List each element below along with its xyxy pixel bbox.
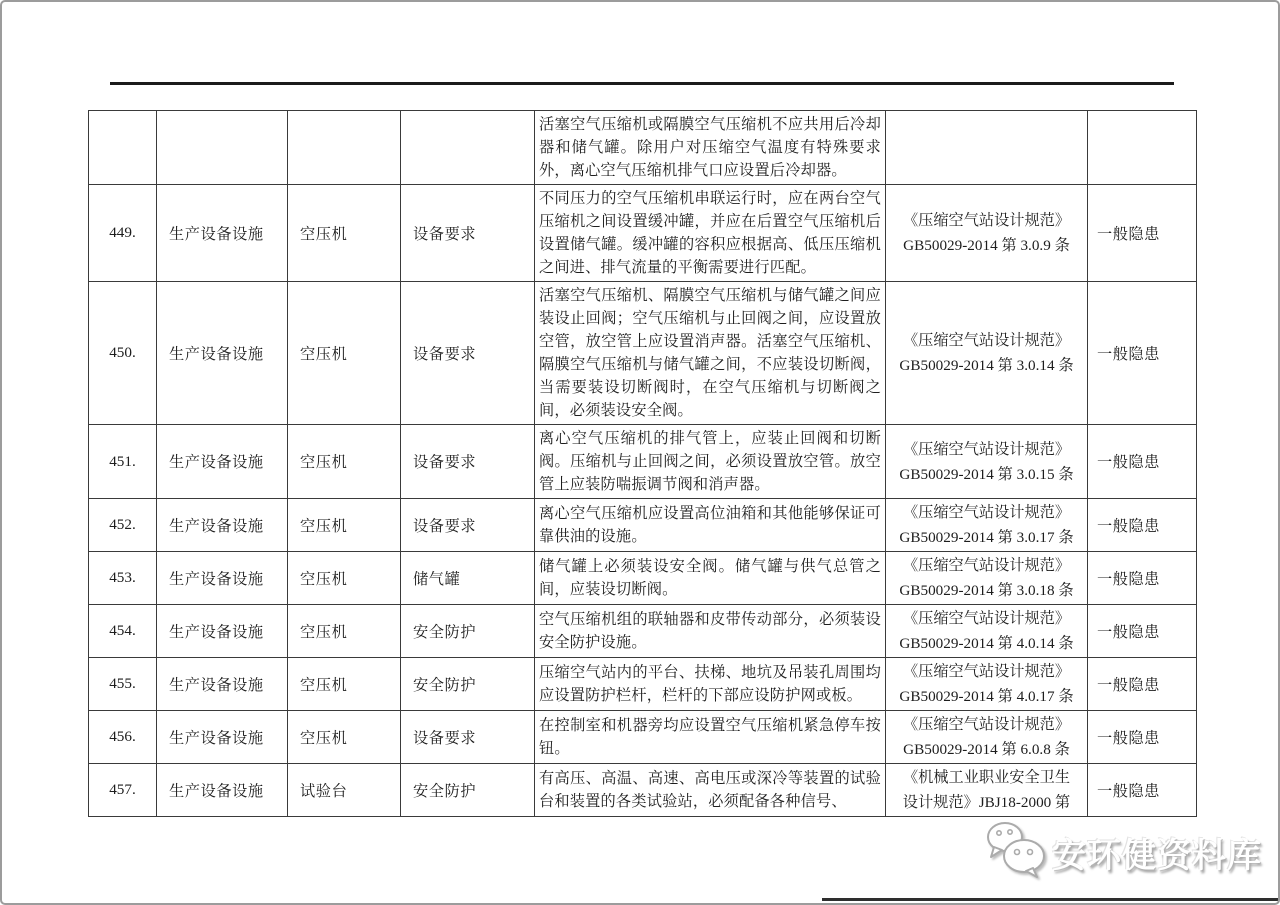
table-row [89,711,1197,764]
watermark-underline [822,898,1278,901]
hazard-level [1088,111,1197,185]
category-level2: 空压机 [288,499,401,552]
category-level1: 生产设备设施 [157,658,288,711]
table-row [89,499,1197,552]
hazard-level: 一般隐患 [1088,711,1197,764]
reference-line2: GB50029-2014 第 6.0.8 条 [903,741,1070,758]
table-row [89,425,1197,499]
reference-line1: 《压缩空气站设计规范》 [902,663,1071,680]
category-level1: 生产设备设施 [157,425,288,499]
hazard-level: 一般隐患 [1088,282,1197,425]
reference-standard [886,111,1088,185]
reference-line1: 《压缩空气站设计规范》 [902,716,1071,733]
reference-standard [886,499,1088,552]
hazard-description: 压缩空气站内的平台、扶梯、地坑及吊装孔周围均应设置防护栏杆，栏杆的下部应设防护网或板。 [535,658,886,711]
row-number: 449. [89,185,157,282]
wechat-icon [984,820,1046,878]
category-level1: 生产设备设施 [157,185,288,282]
category-level1 [157,111,288,185]
reference-line2: GB50029-2014 第 3.0.17 条 [899,529,1074,546]
category-level3: 设备要求 [401,185,535,282]
category-level1: 生产设备设施 [157,499,288,552]
row-number: 455. [89,658,157,711]
watermark-text: 安环健资料库 [1052,836,1262,875]
reference-standard [886,711,1088,764]
category-level2: 空压机 [288,282,401,425]
hazard-level: 一般隐患 [1088,605,1197,658]
reference-line1: 《压缩空气站设计规范》 [902,332,1071,349]
category-level2: 空压机 [288,552,401,605]
category-level1: 生产设备设施 [157,764,288,817]
hazard-description: 储气罐上必须装设安全阀。储气罐与供气总管之间，应装设切断阀。 [535,552,886,605]
reference-line2: GB50029-2014 第 4.0.14 条 [899,635,1074,652]
row-number: 452. [89,499,157,552]
hazard-level: 一般隐患 [1088,764,1197,817]
category-level3: 设备要求 [401,499,535,552]
category-level2: 空压机 [288,185,401,282]
hazard-description: 有高压、高温、高速、高电压或深冷等装置的试验台和装置的各类试验站，必须配备各种信号、 [535,764,886,817]
reference-standard [886,425,1088,499]
header-rule [110,82,1174,85]
table-body [89,111,1197,817]
row-number [89,111,157,185]
hazard-description: 在控制室和机器旁均应设置空气压缩机紧急停车按钮。 [535,711,886,764]
reference-line1: 《压缩空气站设计规范》 [902,557,1071,574]
category-level1: 生产设备设施 [157,282,288,425]
category-level3: 安全防护 [401,764,535,817]
reference-standard [886,658,1088,711]
reference-line2: GB50029-2014 第 3.0.15 条 [899,465,1074,483]
hazard-level: 一般隐患 [1088,552,1197,605]
reference-line1: 《压缩空气站设计规范》 [902,212,1071,229]
table-row [89,658,1197,711]
reference-standard [886,282,1088,425]
category-level3: 安全防护 [401,605,535,658]
reference-standard [886,185,1088,282]
table-row [89,111,1197,185]
category-level1: 生产设备设施 [157,552,288,605]
category-level3: 设备要求 [401,425,535,499]
row-number: 450. [89,282,157,425]
table-row [89,764,1197,817]
reference-line1: 《压缩空气站设计规范》 [902,504,1071,521]
hazard-description: 不同压力的空气压缩机串联运行时，应在两台空气压缩机之间设置缓冲罐，并应在后置空气压缩机后设置储气罐。缓冲罐的容积应根据高、低压压缩机之间进、排气流量的平衡需要进行匹配。 [535,185,886,282]
table-row [89,605,1197,658]
table-row [89,552,1197,605]
hazard-description: 离心空气压缩机的排气管上，应装止回阀和切断阀。压缩机与止回阀之间，必须设置放空管。放空管上应装防喘振调节阀和消声器。 [535,425,886,499]
hazard-checklist-table [88,110,1197,817]
reference-standard [886,605,1088,658]
hazard-description: 活塞空气压缩机、隔膜空气压缩机与储气罐之间应装设止回阀；空气压缩机与止回阀之间，应设置放空管，放空管上应设置消声器。活塞空气压缩机、隔膜空气压缩机与储气罐之间，不应装设切断阀，当需要装设切断阀时，在空气压缩机与切断阀之间，必须装设安全阀。 [535,282,886,425]
hazard-level: 一般隐患 [1088,658,1197,711]
reference-line2: GB50029-2014 第 3.0.14 条 [899,357,1074,374]
hazard-description: 空气压缩机组的联轴器和皮带传动部分，必须装设安全防护设施。 [535,605,886,658]
row-number: 457. [89,764,157,817]
category-level1: 生产设备设施 [157,711,288,764]
category-level3: 设备要求 [401,282,535,425]
category-level1: 生产设备设施 [157,605,288,658]
table-row [89,185,1197,282]
category-level2 [288,111,401,185]
category-level3: 储气罐 [401,552,535,605]
reference-standard [886,552,1088,605]
category-level2: 空压机 [288,711,401,764]
reference-standard [886,764,1088,817]
row-number: 454. [89,605,157,658]
category-level2: 空压机 [288,425,401,499]
reference-line2: GB50029-2014 第 3.0.18 条 [899,582,1074,599]
reference-line2: 设计规范》JBJ18-2000 第 [902,794,1071,811]
reference-line2: GB50029-2014 第 3.0.9 条 [903,237,1070,254]
category-level3 [401,111,535,185]
reference-line1: 《压缩空气站设计规范》 [902,440,1071,458]
row-number: 451. [89,425,157,499]
hazard-level: 一般隐患 [1088,185,1197,282]
hazard-level: 一般隐患 [1088,499,1197,552]
reference-line1: 《机械工业职业安全卫生 [902,769,1071,786]
category-level2: 空压机 [288,658,401,711]
watermark [984,820,1262,878]
reference-line1: 《压缩空气站设计规范》 [902,610,1071,627]
reference-line2: GB50029-2014 第 4.0.17 条 [899,688,1074,705]
category-level2: 试验台 [288,764,401,817]
row-number: 453. [89,552,157,605]
category-level3: 安全防护 [401,658,535,711]
row-number: 456. [89,711,157,764]
category-level2: 空压机 [288,605,401,658]
category-level3: 设备要求 [401,711,535,764]
hazard-description: 活塞空气压缩机或隔膜空气压缩机不应共用后冷却器和储气罐。除用户对压缩空气温度有特殊要求外，离心空气压缩机排气口应设置后冷却器。 [535,111,886,185]
table-row [89,282,1197,425]
hazard-level: 一般隐患 [1088,425,1197,499]
hazard-description: 离心空气压缩机应设置高位油箱和其他能够保证可靠供油的设施。 [535,499,886,552]
